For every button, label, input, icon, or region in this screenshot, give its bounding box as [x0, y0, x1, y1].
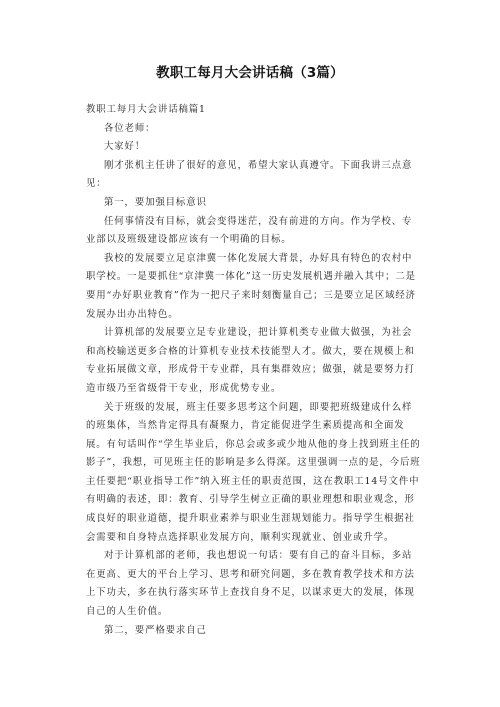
paragraph: 关于班级的发展，班主任要多思考这个问题，即要把班级建成什么样的班集体，当然肯定得具有凝聚力，肯定能促进学生素质提高和全面发展。有句话叫作“学生毕业后，你总会或多或少地从他的身上找到班主任的影子”，我想，可见班主任的影响是多么得深。这里强调一点的是，今后班主任要把“职业指导工作”纳入班主任的职责范围，这在教职工14号文件中有明确的表述，即：教育、引导学生树立正确的职业理想和职业观念，形成良好的职业道德，提升职业素养与职业生涯规划能力。指导学生根据社会需要和自身特点选择职业发展方向，顺利实现就业、创业或升学。 — [86, 401, 421, 543]
point-heading: 第一，要加强目标意识 — [104, 196, 207, 208]
paragraph: 对于计算机部的老师，我也想说一句话：要有自己的奋斗目标，多站在更高、更大的平台上学习、思考和研究问题，多在教育教学技术和方法上下功夫，多在执行落实环节上查找自身不足，以谋求更大的发展，体现自己的人生价值。 — [86, 550, 415, 618]
paragraph: 刚才张机主任讲了很好的意见，希望大家认真遵守。下面我讲三点意见： — [86, 159, 413, 190]
point-heading: 第二，要严格要求自己 — [104, 624, 207, 636]
paragraph: 任何事情没有目标，就会变得迷茫，没有前进的方向。作为学校、专业部以及班级建设都应该有一个明确的目标。 — [86, 215, 413, 246]
document-body — [86, 101, 421, 640]
salutation: 各位老师： — [104, 122, 156, 134]
section-heading: 教职工每月大会讲话稿篇1 — [86, 104, 206, 115]
paragraph: 计算机部的发展要立足专业建设，把计算机类专业做大做强，为社会和高校输送更多合格的计算机专业技术技能型人才。做大，要在规模上和专业拓展做文章，形成骨干专业群，具有集群效应；做强，就是要努力打造市级乃至省级骨干专业，形成优势专业。 — [86, 327, 415, 394]
document-title: 教职工每月大会讲话稿（3篇） — [156, 65, 344, 81]
greeting: 大家好！ — [104, 141, 146, 153]
paragraph: 我校的发展要立足京津冀一体化发展大背景，办好具有特色的农村中职学校。一是要抓住“京津冀一体化”这一历史发展机遇并融入其中；二是要用“办好职业教育”作为一把尺子来时刻衡量自己；三是要立足区域经济发展办出办出特色。 — [86, 252, 416, 320]
